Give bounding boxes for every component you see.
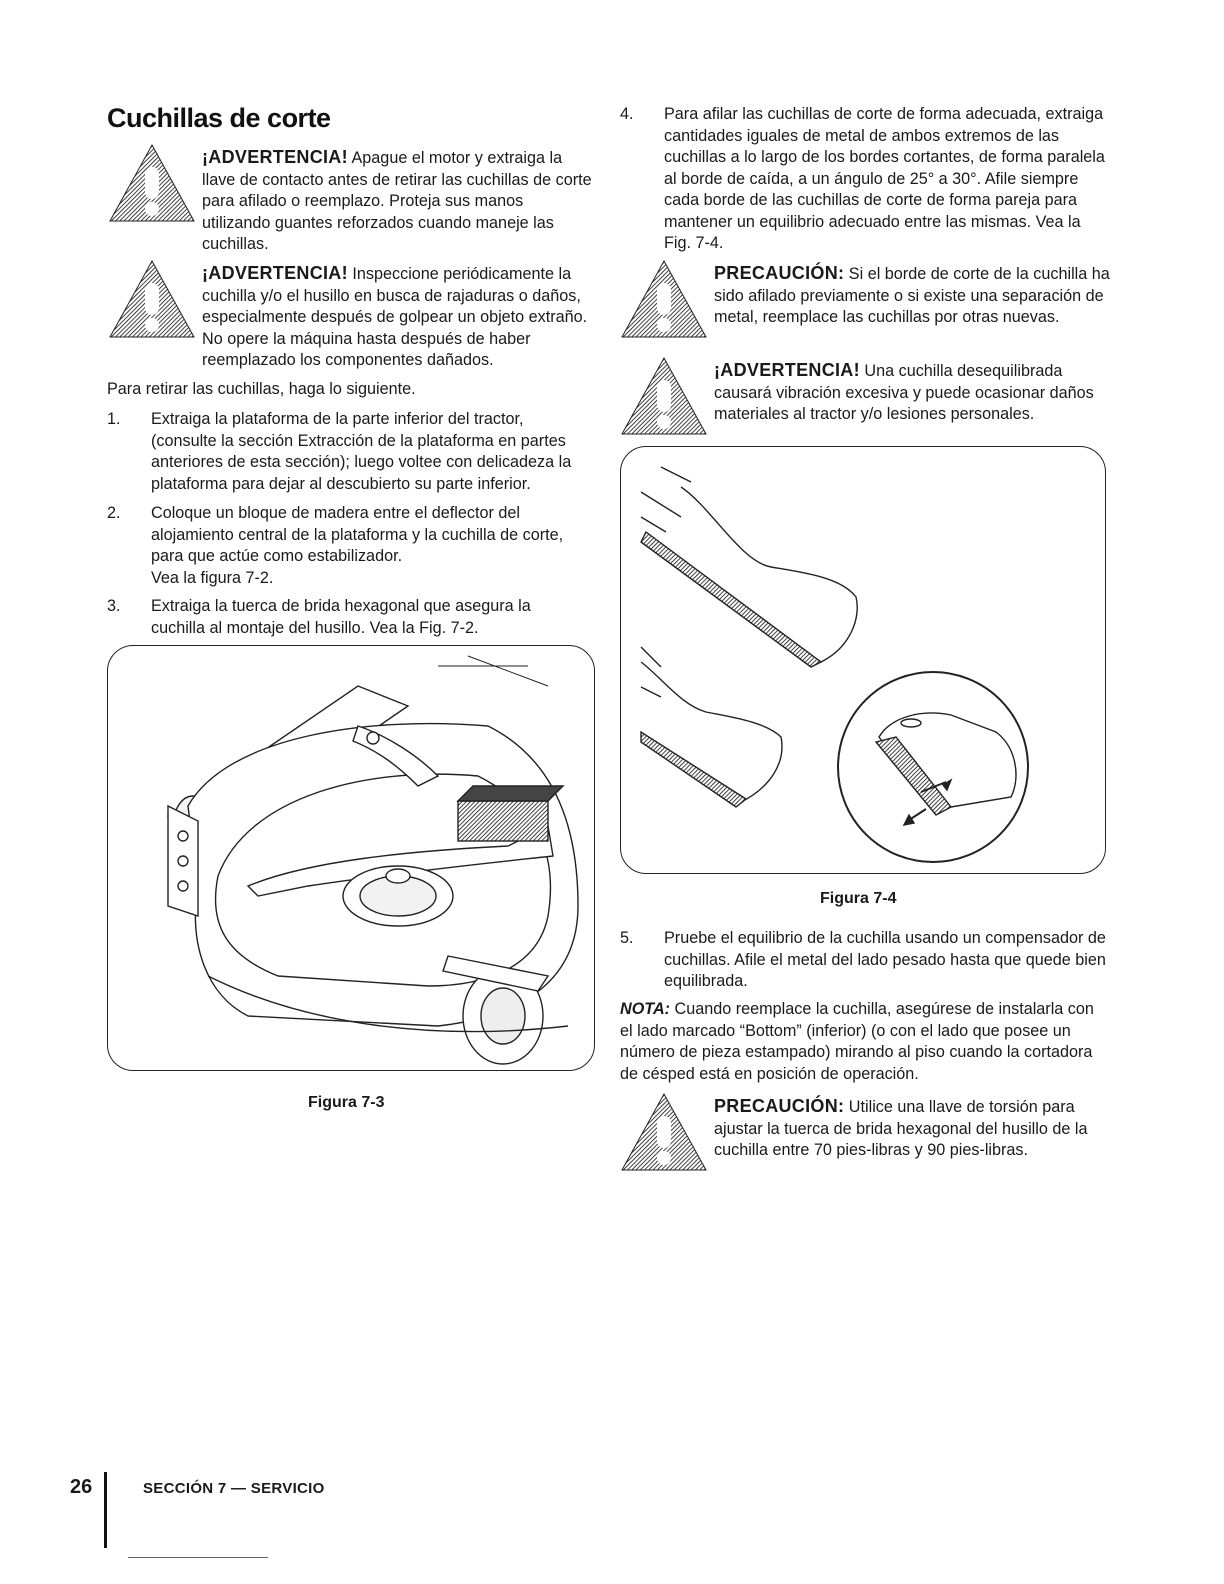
- blade-sharpening-illustration: [621, 447, 1105, 873]
- step-text: Para afilar las cuchillas de corte de forma adecuada, extraiga cantidades iguales de metal de ambos extremos de las cuchillas a lo largo de los bordes cortantes, de forma paralela al borde de caída, a un ángulo de 25° a 30°. Afile siempre cada borde de las cuchillas de corte de forma pareja para mantener un equilibrio adecuado entre las mismas. Vea la Fig. 7-4.: [664, 105, 1105, 252]
- figure-7-3-caption: Figura 7-3: [308, 1094, 385, 1111]
- caution-block-2: [620, 1092, 1110, 1178]
- step-number: 5.: [620, 929, 634, 947]
- warning-icon: [620, 356, 708, 436]
- step-2: [107, 503, 587, 591]
- section-title: Cuchillas de corte: [107, 103, 331, 133]
- step-number: 2.: [107, 504, 121, 522]
- footer-link-underline: [128, 1557, 268, 1558]
- figure-7-4: [620, 446, 1106, 874]
- warning-body: Inspeccione periódicamente la cuchilla y/o el husillo en busca de rajaduras o daños, especialmente después de golpear un objeto extraño. No opere la máquina hasta después de haber reemplazado los componentes dañados.: [202, 265, 588, 369]
- caution-body: Utilice una llave de torsión para ajustar la tuerca de brida hexagonal del husillo de la cuchilla entre 70 pies-libras y 90 pies-libras.: [714, 1098, 1088, 1159]
- step-3: [107, 596, 587, 642]
- mower-deck-illustration: [108, 646, 594, 1070]
- warning-body: Apague el motor y extraiga la llave de contacto antes de retirar las cuchillas de corte para afilado o reemplazo. Proteja sus manos utilizando guantes reforzados cuando maneje las cuchillas.: [202, 149, 592, 253]
- step-number: 4.: [620, 105, 634, 123]
- caution-label: PRECAUCIÓN:: [714, 263, 845, 283]
- warning-block-3: [620, 356, 1110, 432]
- caution-text-2: [714, 1096, 1108, 1162]
- warning-label: ¡ADVERTENCIA!: [202, 263, 348, 283]
- warning-text-2: [202, 263, 594, 372]
- caution-body: Si el borde de corte de la cuchilla ha sido afilado previamente o si existe una separación de metal, reemplace las cuchillas por otras nuevas.: [714, 265, 1110, 326]
- warning-icon: [108, 259, 196, 339]
- warning-text-1: [202, 147, 592, 256]
- note-label: NOTA:: [620, 1000, 671, 1018]
- step-number: 1.: [107, 410, 121, 428]
- step-4: [620, 104, 1110, 254]
- note-paragraph: [620, 999, 1108, 1085]
- warning-block-1: [108, 143, 593, 253]
- step-text: Pruebe el equilibrio de la cuchilla usando un compensador de cuchillas. Afile el metal del lado pesado hasta que quede bien equilibrada.: [664, 929, 1106, 990]
- warning-icon: [108, 143, 196, 223]
- step-5: [620, 928, 1110, 996]
- caution-block-1: [620, 259, 1110, 351]
- figure-7-4-caption: Figura 7-4: [820, 890, 897, 907]
- footer-section-title: SECCIÓN 7 — SERVICIO: [143, 1480, 325, 1497]
- step-text: Coloque un bloque de madera entre el deflector del alojamiento central de la plataforma y la cuchilla de corte, para que actúe como estabilizador.: [151, 504, 564, 565]
- footer-divider: [104, 1472, 107, 1548]
- step-1: [107, 409, 587, 499]
- step-reference: Vea la figura 7-2.: [151, 568, 274, 587]
- warning-block-2: [108, 259, 593, 369]
- warning-label: ¡ADVERTENCIA!: [202, 147, 348, 167]
- note-body: Cuando reemplace la cuchilla, asegúrese de instalarla con el lado marcado “Bottom” (inferior) (o con el lado que posee un número de pieza estampado) mirando al piso cuando la cortadora de césped está en posición de operación.: [620, 1000, 1094, 1083]
- warning-icon: [620, 259, 708, 339]
- caution-text-1: [714, 263, 1110, 329]
- caution-label: PRECAUCIÓN:: [714, 1096, 845, 1116]
- intro-text: Para retirar las cuchillas, haga lo siguiente.: [107, 380, 416, 398]
- step-text: Extraiga la tuerca de brida hexagonal que asegura la cuchilla al montaje del husillo. Vea la Fig. 7-2.: [151, 597, 531, 637]
- step-text: Extraiga la plataforma de la parte inferior del tractor, (consulte la sección Extracción de la plataforma en partes anteriores de esta sección); luego voltee con delicadeza la plataforma para dejar al descubierto su parte inferior.: [151, 410, 572, 493]
- warning-text-3: [714, 360, 1110, 426]
- warning-label: ¡ADVERTENCIA!: [714, 360, 860, 380]
- warning-body: Una cuchilla desequilibrada causará vibración excesiva y puede ocasionar daños materiales al tractor y/o lesiones personales.: [714, 362, 1094, 423]
- warning-icon: [620, 1092, 708, 1172]
- step-number: 3.: [107, 597, 121, 615]
- page-number: 26: [70, 1476, 93, 1498]
- figure-7-3: [107, 645, 595, 1071]
